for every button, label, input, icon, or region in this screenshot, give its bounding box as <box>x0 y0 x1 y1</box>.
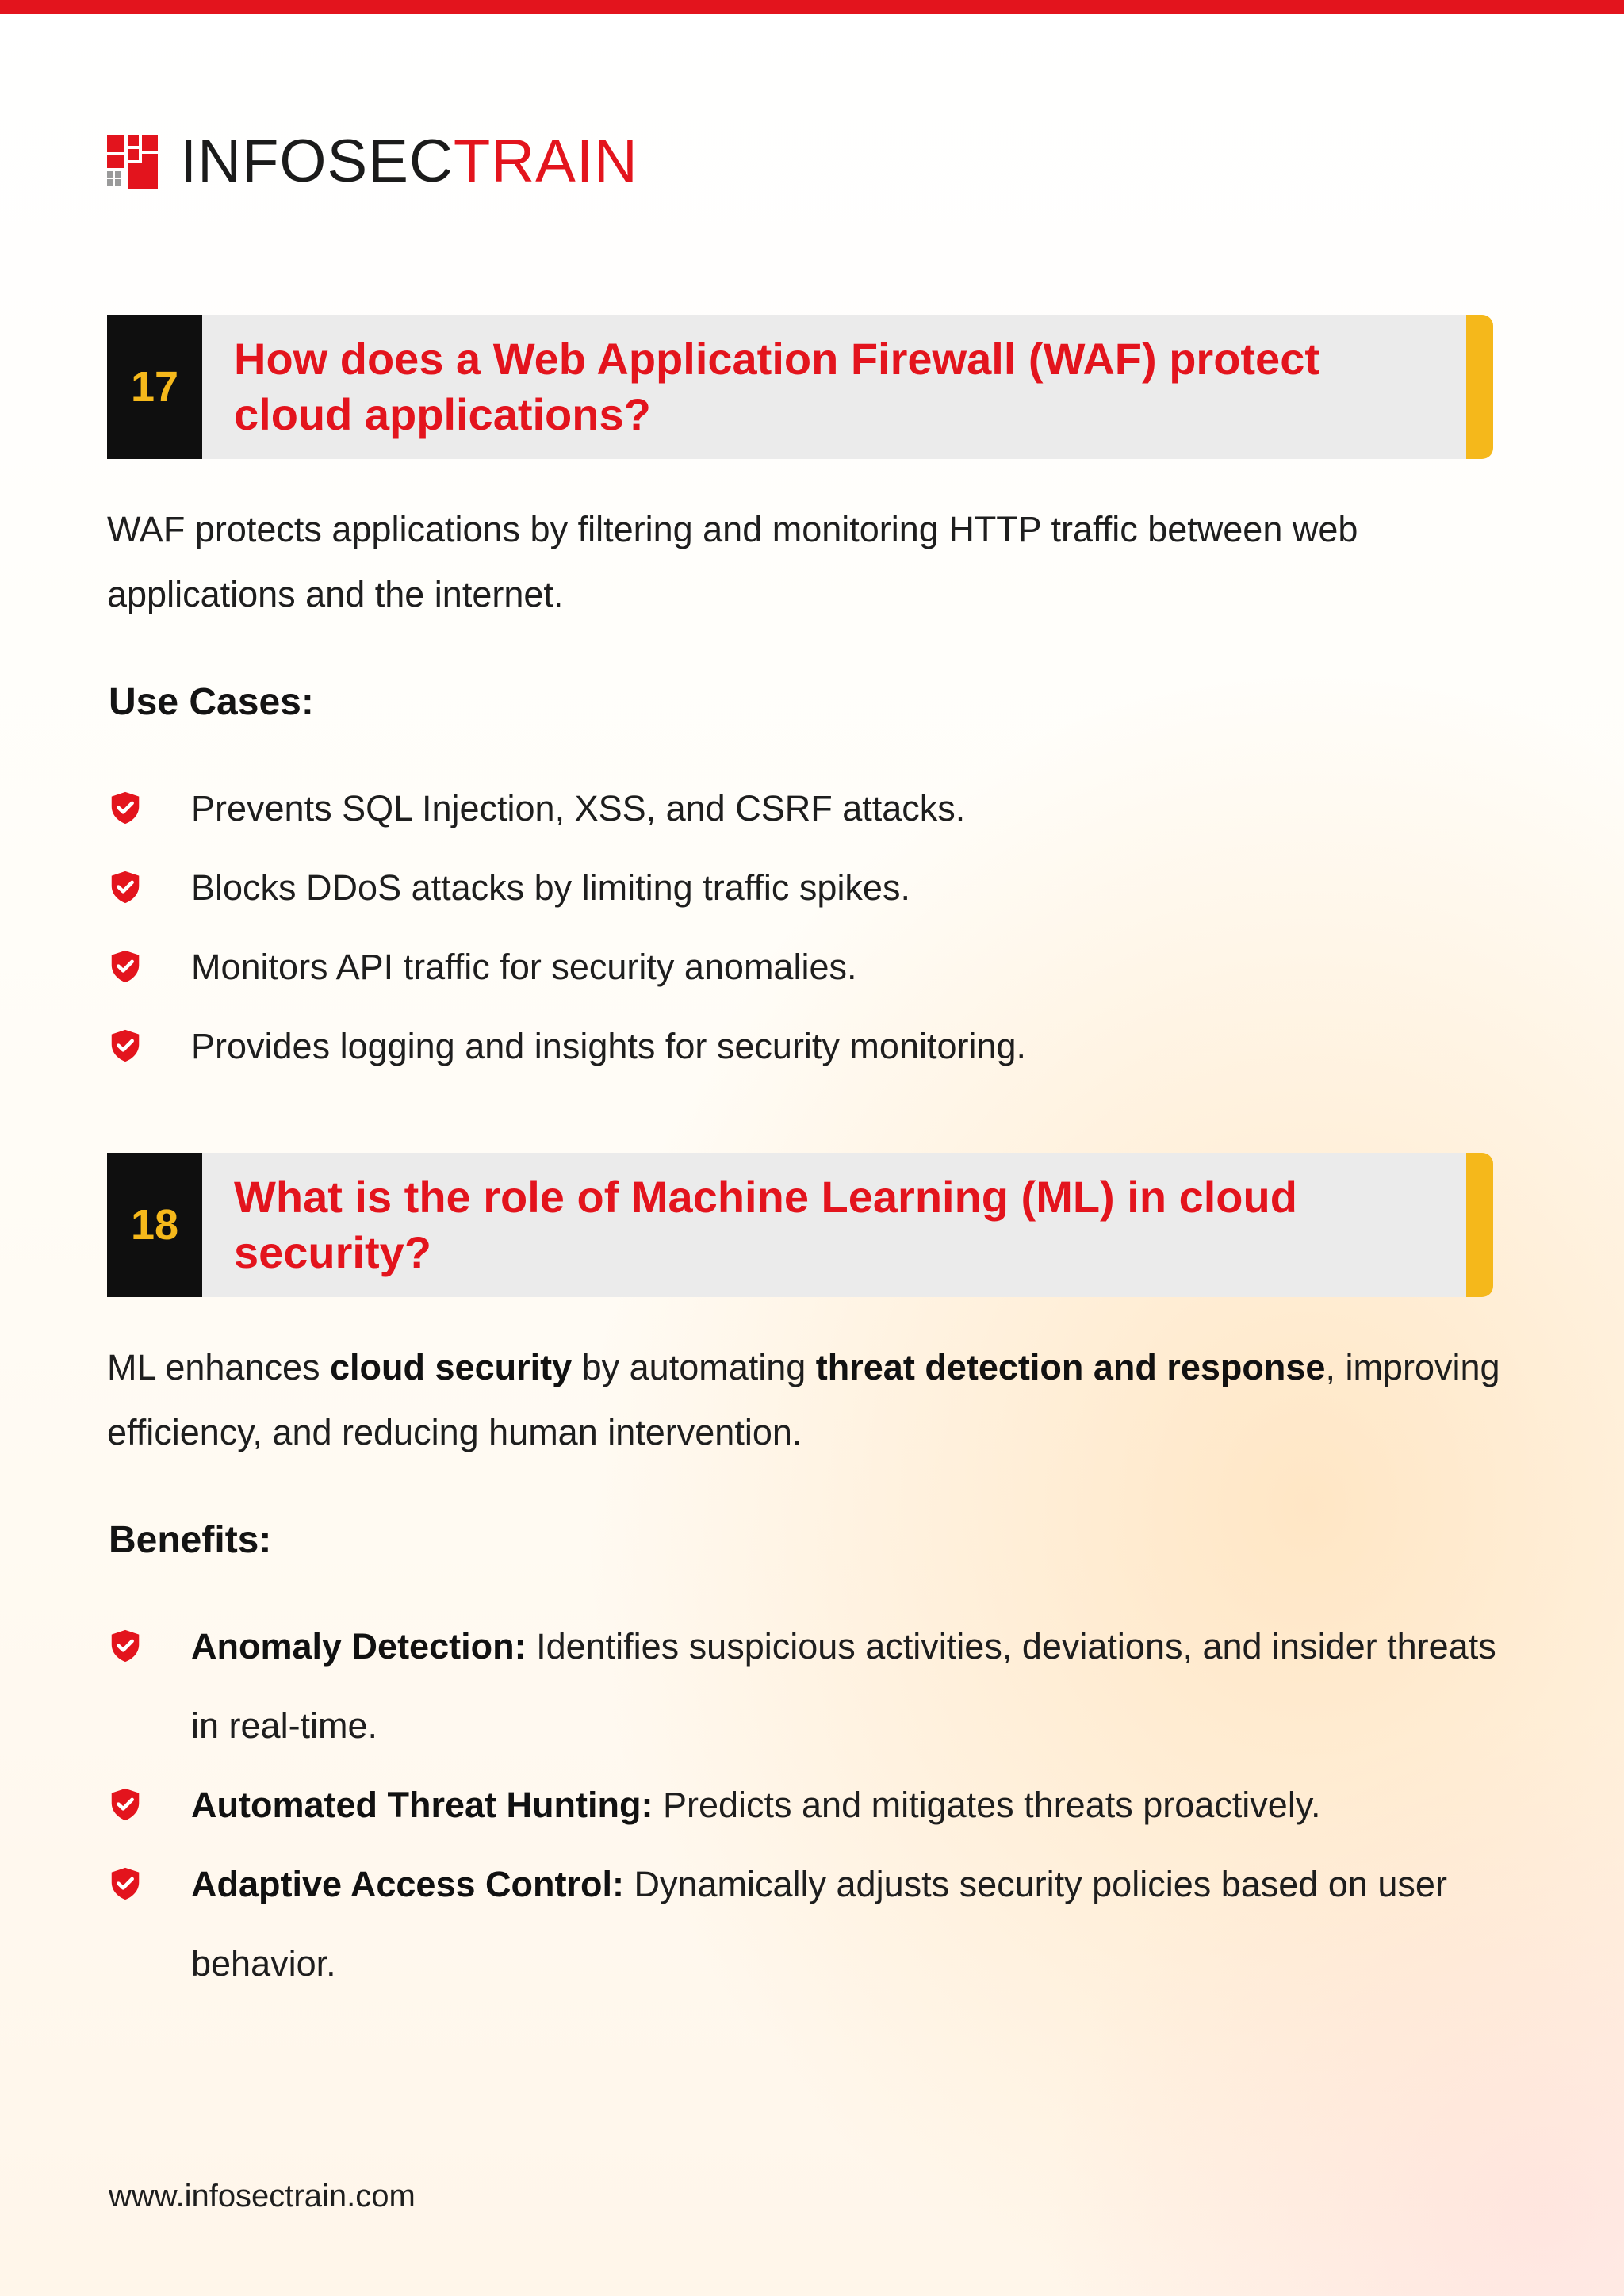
brand-logo <box>107 128 638 195</box>
list-item-text: Adaptive Access Control: Dynamically adjusts security policies based on user behavior. <box>191 1864 1447 1984</box>
list-item-text: Automated Threat Hunting: Predicts and mitigates threats proactively. <box>191 1785 1321 1825</box>
shield-check-icon <box>107 1866 144 1902</box>
question-title-box <box>202 315 1493 459</box>
question-number: 17 <box>107 315 202 459</box>
question-title: How does a Web Application Firewall (WAF) protect cloud applications? <box>234 334 1320 439</box>
emphasis: cloud security <box>330 1347 573 1387</box>
question-number: 18 <box>107 1153 202 1297</box>
benefit-label: Anomaly Detection: <box>191 1626 527 1667</box>
shield-check-icon <box>107 869 144 905</box>
question-18-answer: ML enhances cloud security by automating threat detection and response, improving efficiency, and reducing human intervention. <box>107 1347 1500 1452</box>
emphasis: threat detection and response <box>815 1347 1326 1387</box>
list-item-text: Prevents SQL Injection, XSS, and CSRF attacks. <box>191 788 966 828</box>
shield-check-icon <box>107 1628 144 1664</box>
list-item <box>107 1772 1519 1845</box>
list-item-text: Provides logging and insights for security monitoring. <box>191 1026 1027 1066</box>
brand-wordmark: INFOSECTRAIN <box>180 128 638 195</box>
list-item <box>107 1013 1519 1086</box>
question-18-header <box>107 1153 1493 1297</box>
shield-check-icon <box>107 1786 144 1823</box>
list-item-text: Anomaly Detection: Identifies suspicious activities, deviations, and insider threats in real-time. <box>191 1626 1496 1746</box>
question-title-box <box>202 1153 1493 1297</box>
question-17-answer: WAF protects applications by filtering and monitoring HTTP traffic between web applications and the internet. <box>107 509 1358 614</box>
list-item-text: Monitors API traffic for security anomalies. <box>191 947 857 987</box>
list-item <box>107 855 1519 928</box>
shield-check-icon <box>107 1027 144 1064</box>
list-item <box>107 775 1519 848</box>
list-item-text: Blocks DDoS attacks by limiting traffic spikes. <box>191 867 910 908</box>
question-title: What is the role of Machine Learning (ML) in cloud security? <box>234 1172 1297 1277</box>
shield-check-icon <box>107 790 144 826</box>
shield-check-icon <box>107 948 144 985</box>
benefit-label: Adaptive Access Control: <box>191 1864 624 1904</box>
use-cases-heading: Use Cases: <box>109 681 314 723</box>
logo-mark-icon <box>107 135 158 189</box>
list-item <box>107 1851 1519 2003</box>
footer-website-link[interactable]: www.infosectrain.com <box>109 2179 416 2214</box>
benefit-label: Automated Threat Hunting: <box>191 1785 653 1825</box>
question-17-header <box>107 315 1493 459</box>
benefits-heading: Benefits: <box>109 1519 272 1561</box>
list-item <box>107 1613 1519 1766</box>
list-item <box>107 934 1519 1007</box>
top-accent-bar <box>0 0 1624 14</box>
